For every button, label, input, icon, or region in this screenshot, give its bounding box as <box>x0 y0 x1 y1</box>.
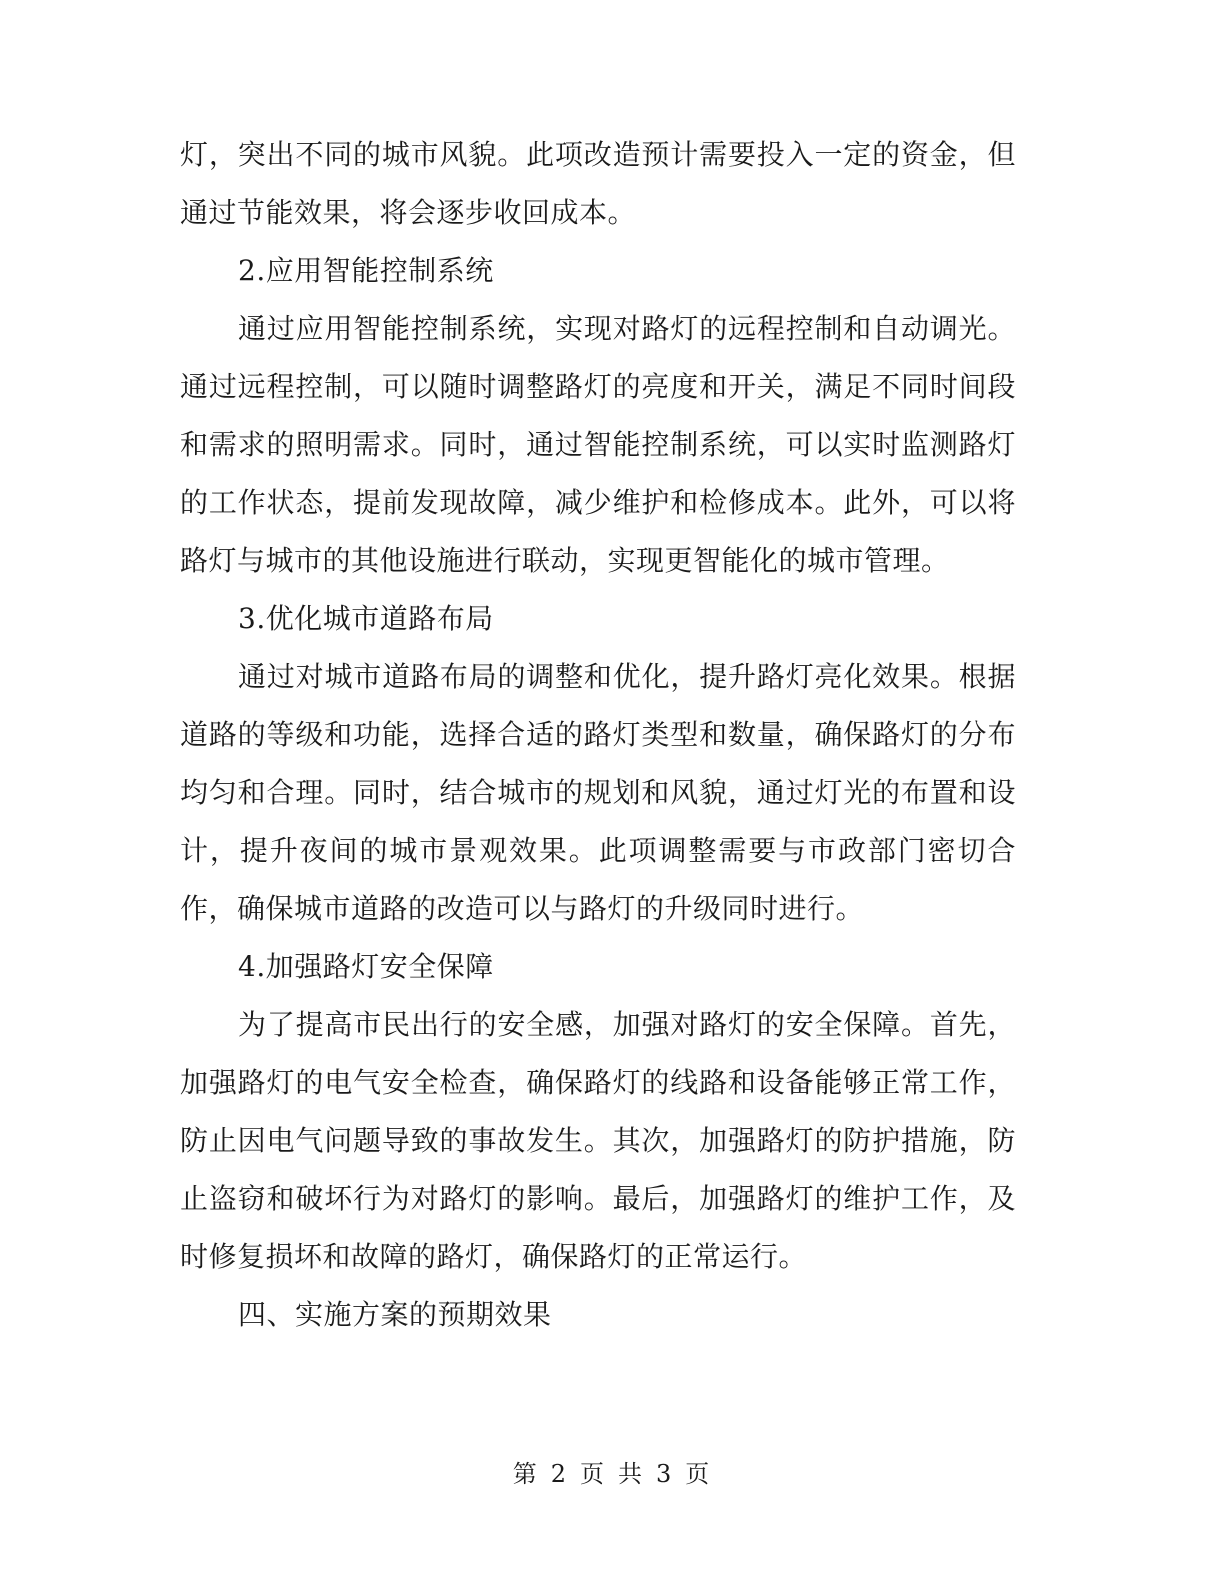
section-heading-4: 4.加强路灯安全保障 <box>238 950 494 983</box>
footer-total-pages: 3 <box>656 1460 674 1488</box>
section-heading-3: 3.优化城市道路布局 <box>238 602 494 635</box>
document-body <box>180 126 1016 1344</box>
chapter-heading-4: 四、实施方案的预期效果 <box>238 1298 552 1331</box>
page-footer <box>0 1458 1224 1490</box>
footer-suffix: 页 <box>685 1460 712 1488</box>
footer-total-word: 共 <box>618 1460 644 1488</box>
paragraph-road-layout: 通过对城市道路布局的调整和优化，提升路灯亮化效果。根据道路的等级和功能，选择合适的路灯类型和数量，确保路灯的分布均匀和合理。同时，结合城市的规划和风貌，通过灯光的布置和设计，提升夜间的城市景观效果。此项调整需要与市政部门密切合作，确保城市道路的改造可以与路灯的升级同时进行。 <box>180 660 1016 925</box>
footer-prefix: 第 <box>512 1460 539 1488</box>
paragraph-safety: 为了提高市民出行的安全感，加强对路灯的安全保障。首先，加强路灯的电气安全检查，确保路灯的线路和设备能够正常工作，防止因电气问题导致的事故发生。其次，加强路灯的防护措施，防止盗窃和破坏行为对路灯的影响。最后，加强路灯的维护工作，及时修复损坏和故障的路灯，确保路灯的正常运行。 <box>180 1008 1016 1273</box>
footer-current-page: 2 <box>550 1460 568 1488</box>
section-heading-2: 2.应用智能控制系统 <box>238 254 494 287</box>
footer-page-word: 页 <box>580 1460 606 1488</box>
paragraph-smart-control: 通过应用智能控制系统，实现对路灯的远程控制和自动调光。通过远程控制，可以随时调整路灯的亮度和开关，满足不同时间段和需求的照明需求。同时，通过智能控制系统，可以实时监测路灯的工作状态，提前发现故障，减少维护和检修成本。此外，可以将路灯与城市的其他设施进行联动，实现更智能化的城市管理。 <box>180 312 1016 577</box>
paragraph-continuation: 灯，突出不同的城市风貌。此项改造预计需要投入一定的资金，但通过节能效果，将会逐步收回成本。 <box>180 138 1016 229</box>
